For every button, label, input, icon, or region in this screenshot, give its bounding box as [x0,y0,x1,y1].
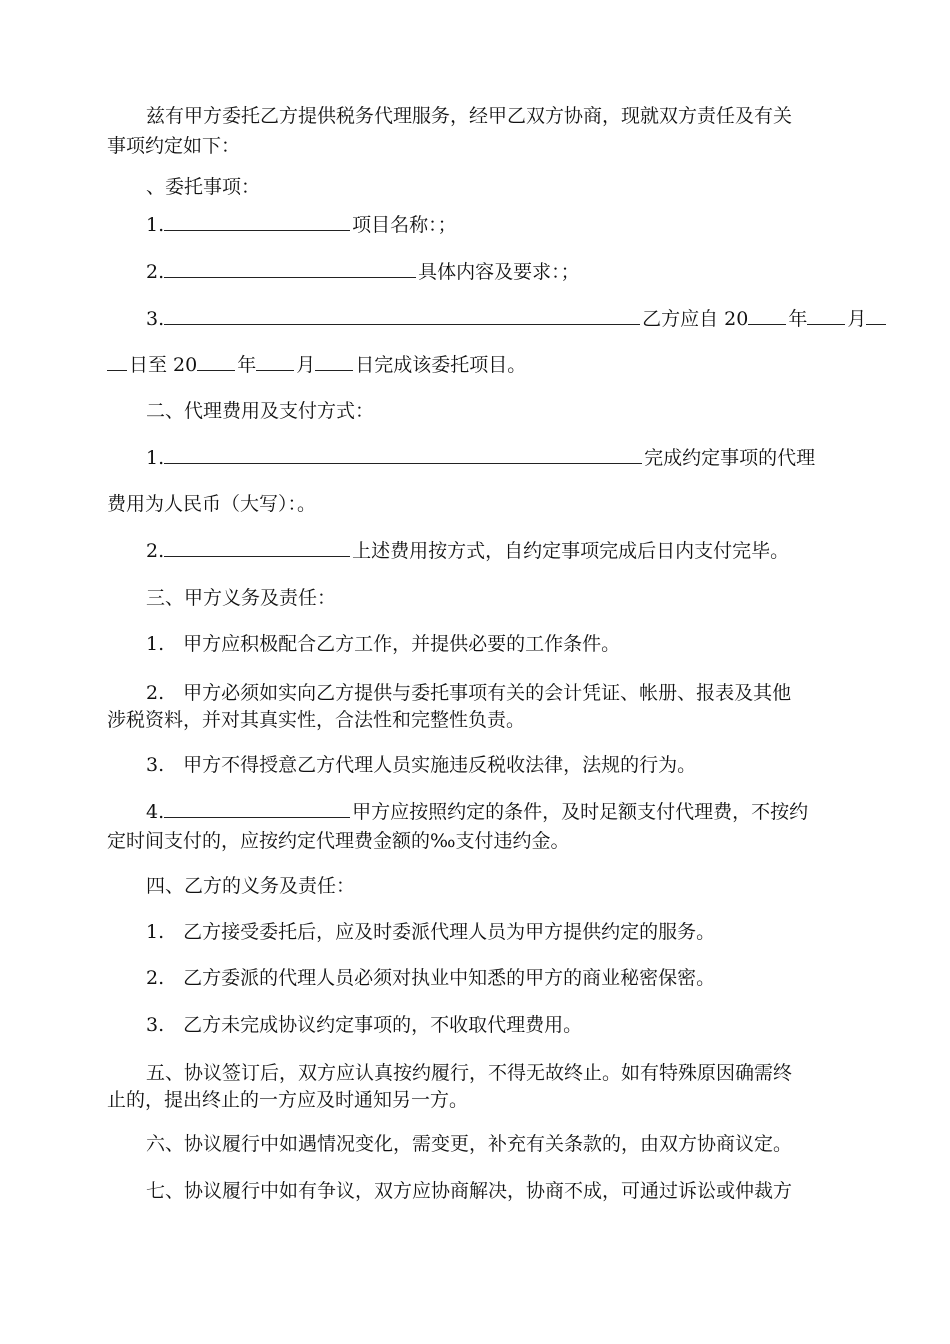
day-blank [315,352,353,371]
item-text: 乙方应自 20 [642,308,749,330]
day-blank [107,352,127,371]
item-number: 1. [146,214,165,236]
section-2-item-1 [107,445,882,471]
month-blank [256,352,294,371]
section-1-title: 、委托事项： [146,176,261,198]
year-blank [748,306,786,325]
item-number: 1. [146,447,165,469]
item-text: 日至 20 [129,354,198,376]
item-number: 3. [146,308,165,330]
section-4-title: 四、乙方的义务及责任： [146,875,356,897]
section-2-item-1-cont: 费用为人民币（大写）：。 [107,493,317,515]
item-number: 2. [146,540,165,562]
section-3-item-2-line-2: 涉税资料，并对其真实性，合法性和完整性负责。 [107,709,526,731]
section-2-title: 二、代理费用及支付方式： [146,400,375,422]
section-7-line-1: 七、协议履行中如有争议，双方应协商解决，协商不成，可通过诉讼或仲裁方 [146,1180,793,1202]
item-number: 4. [146,801,165,823]
section-5-line-1: 五、协议签订后，双方应认真按约履行，不得无故终止。如有特殊原因确需终 [146,1062,793,1084]
section-3-item-1: 1. 甲方应积极配合乙方工作，并提供必要的工作条件。 [146,633,621,655]
intro-line-1: 兹有甲方委托乙方提供税务代理服务，经甲乙双方协商，现就双方责任及有关 [146,105,793,127]
section-3-item-3: 3. 甲方不得授意乙方代理人员实施违反税收法律，法规的行为。 [146,754,697,776]
item-text: 日完成该委托项目。 [355,354,527,376]
year-label: 年 [788,308,808,330]
section-6-line-1: 六、协议履行中如遇情况变化，需变更，补充有关条款的，由双方协商议定。 [146,1133,793,1155]
intro-line-2: 事项约定如下： [107,135,241,157]
item-text: 项目名称：； [352,214,457,236]
section-2-item-2 [107,538,882,564]
section-4-item-2: 2. 乙方委派的代理人员必须对执业中知悉的甲方的商业秘密保密。 [146,967,716,989]
blank-line [164,259,416,278]
item-text: 上述费用按方式，自约定事项完成后日内支付完毕。 [352,540,790,562]
blank-line [164,306,640,325]
section-1-item-3-cont [107,352,843,378]
section-3-item-4 [107,799,882,825]
year-label: 年 [237,354,257,376]
blank-line [164,212,350,231]
section-1-item-3 [107,306,882,332]
section-1-item-2 [107,259,882,285]
blank-line [164,445,642,464]
section-4-item-1: 1. 乙方接受委托后，应及时委派代理人员为甲方提供约定的服务。 [146,921,716,943]
section-3-title: 三、甲方义务及责任： [146,587,337,609]
section-3-item-4-line-2: 定时间支付的，应按约定代理费金额的‰支付违约金。 [107,830,570,852]
section-5-line-2: 止的，提出终止的一方应及时通知另一方。 [107,1089,469,1111]
blank-line [164,538,350,557]
blank-line [164,799,350,818]
item-text: 具体内容及要求：； [418,261,580,283]
item-text: 甲方应按照约定的条件，及时足额支付代理费，不按约 [352,801,809,823]
month-label: 月 [296,354,316,376]
section-1-item-1 [107,212,882,238]
section-3-item-2-line-1: 2. 甲方必须如实向乙方提供与委托事项有关的会计凭证、帐册、报表及其他 [146,682,792,704]
month-label: 月 [847,308,867,330]
day-blank [866,306,886,325]
year-blank [197,352,235,371]
section-4-item-3: 3. 乙方未完成协议约定事项的，不收取代理费用。 [146,1014,583,1036]
month-blank [807,306,845,325]
item-text: 完成约定事项的代理 [644,447,816,469]
item-number: 2. [146,261,165,283]
